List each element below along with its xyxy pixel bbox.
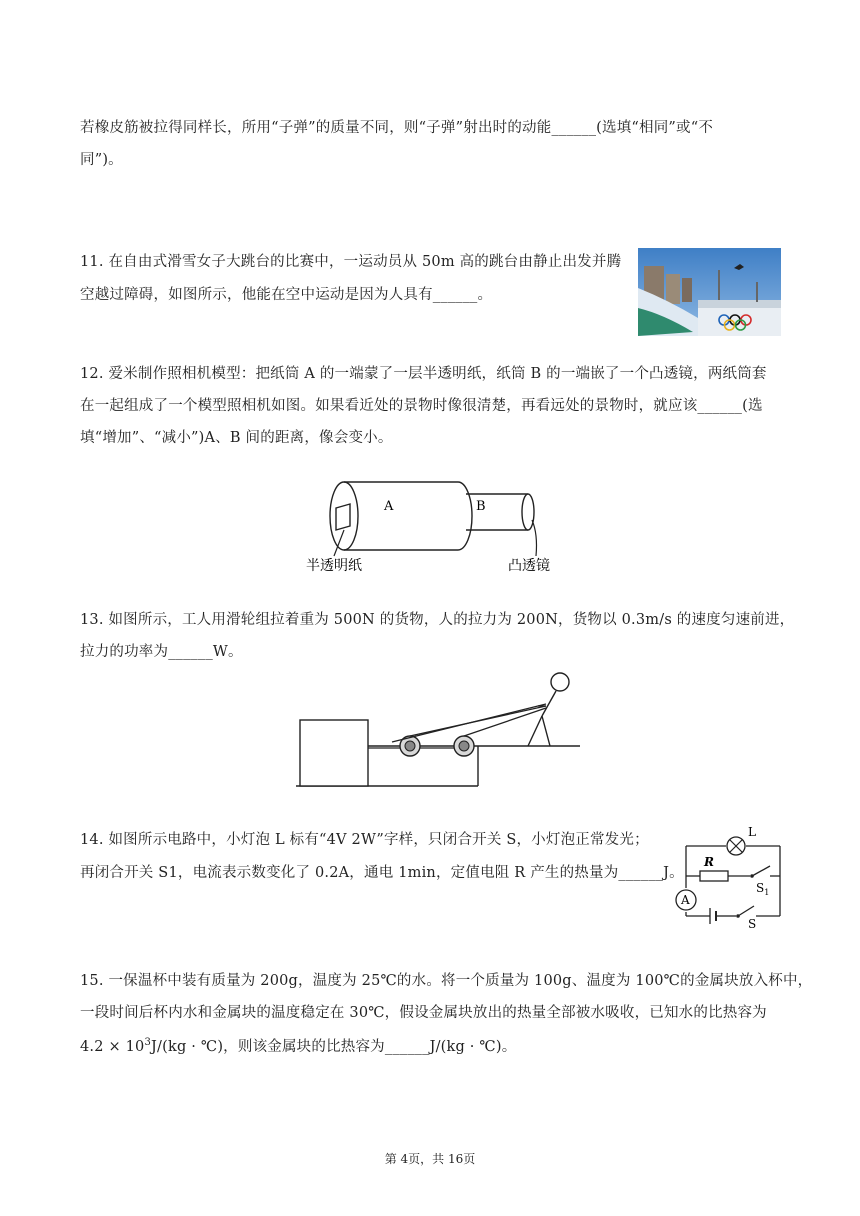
label-switch-s1: $S_1$ bbox=[756, 881, 770, 897]
q15-line-2: 一段时间后杯内水和金属块的温度稳定在 30℃，假设金属块放出的热量全部被水吸收，已知水的比热容为 bbox=[80, 1005, 767, 1021]
q11-line-1: 11. 在自由式滑雪女子大跳台的比赛中，一运动员从 50m 高的跳台由静止出发并腾 bbox=[80, 254, 622, 270]
intro-line-2: 同”)。 bbox=[80, 152, 123, 168]
label-convex-lens: 凸透镜 bbox=[508, 558, 550, 574]
q14-line-2: 再闭合开关 S1，电流表示数变化了 0.2A，通电 1min，定值电阻 R 产生的热量为______J。 bbox=[80, 865, 684, 881]
q13-line-2: 拉力的功率为______W。 bbox=[80, 644, 243, 660]
label-resistor: R bbox=[704, 855, 714, 869]
label-a: A bbox=[384, 499, 394, 514]
q13-line-1: 13. 如图所示，工人用滑轮组拉着重为 500N 的货物，人的拉力为 200N，货物以 0.3m/s 的速度匀速前进， bbox=[80, 612, 795, 628]
label-translucent-paper: 半透明纸 bbox=[306, 558, 362, 574]
q14-line-1: 14. 如图所示电路中，小灯泡 L 标有“4V 2W”字样，只闭合开关 S，小灯泡正常发光； bbox=[80, 832, 649, 848]
intro-line-1: 若橡皮筋被拉得同样长，所用“子弹”的质量不同，则“子弹”射出时的动能______(选填“相同”或“不 bbox=[80, 120, 714, 136]
q15-line-1: 15. 一保温杯中装有质量为 200g，温度为 25℃的水。将一个质量为 100g、温度为 100℃的金属块放入杯中， bbox=[80, 973, 813, 989]
label-b: B bbox=[476, 499, 486, 514]
q12-line-3: 填“增加”、“减小”)A、B 间的距离，像会变小。 bbox=[80, 430, 393, 446]
q15-line-3: $4.2 \times 10^3J/(kg$ · ℃)，则该金属块的比热容为______J/(kg · ℃)。 bbox=[80, 1037, 517, 1055]
circuit-figure bbox=[666, 822, 790, 932]
q12-line-1: 12. 爱米制作照相机模型：把纸筒 A 的一端蒙了一层半透明纸，纸筒 B 的一端嵌了一个凸透镜，两纸筒套 bbox=[80, 366, 767, 382]
ski-jump-photo bbox=[638, 248, 781, 336]
label-ammeter: A bbox=[681, 893, 690, 907]
q11-line-2: 空越过障碍，如图所示，他能在空中运动是因为人具有______。 bbox=[80, 287, 493, 303]
label-lamp: L bbox=[748, 825, 756, 839]
camera-model-figure bbox=[300, 472, 570, 586]
page-number: 第 4页，共 16页 bbox=[384, 1152, 476, 1166]
q12-line-2: 在一起组成了一个模型照相机如图。如果看近处的景物时像很清楚，再看远处的景物时，就应该______(选 bbox=[80, 398, 763, 414]
label-switch-s: S bbox=[748, 917, 757, 928]
pulley-figure bbox=[296, 666, 586, 796]
